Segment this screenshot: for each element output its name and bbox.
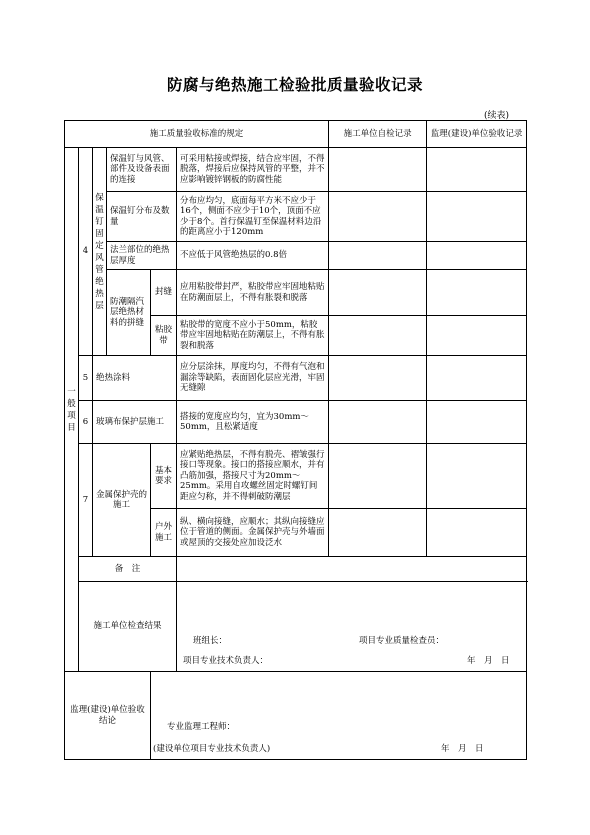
tech-lead-label: 项目专业技术负责人： [183, 656, 269, 666]
self-check-cell[interactable] [329, 192, 427, 242]
inspection-table [64, 120, 527, 760]
supervision-cell[interactable] [427, 148, 527, 192]
general-items-label: 一般项目 [65, 148, 79, 672]
requirement-text: 可采用粘接或焊接，结合应牢固，不得脱落，焊接后应保持风管的平整，并不应影响镀锌钢板的防腐性能 [177, 148, 329, 192]
self-check-cell[interactable] [329, 356, 427, 401]
group7-label: 金属保护壳的施工 [93, 444, 151, 557]
date-label: 年 月 日 [467, 656, 510, 666]
continued-label: (续表) [484, 111, 510, 121]
supervision-cell[interactable] [427, 192, 527, 242]
check-item: 法兰部位的绝热层厚度 [107, 242, 177, 270]
check-item: 保温钉与风管、部件及设备表面的连接 [107, 148, 177, 192]
requirement-text: 应用粘胶带封严，粘胶带应牢固地粘贴在防潮面层上，不得有胀裂和脱落 [177, 270, 329, 316]
supervision-cell[interactable] [427, 356, 527, 401]
requirement-text: 纵、横向接缝，应顺水；其纵向接缝应位于管道的侧面。金属保护壳与外墙面或屋顶的交接处应加设泛水 [177, 509, 329, 557]
self-check-cell[interactable] [329, 270, 427, 316]
self-check-cell[interactable] [329, 316, 427, 356]
item-number-6: 6 [79, 401, 93, 444]
sub-group-label: 防潮隔汽层绝热材料的拼缝 [107, 270, 151, 356]
self-check-cell[interactable] [329, 444, 427, 509]
check-item: 封缝 [151, 270, 177, 316]
date-label: 年 月 日 [441, 744, 484, 754]
supervision-cell[interactable] [427, 270, 527, 316]
remarks-cell[interactable] [177, 557, 527, 582]
supervision-signature-cell[interactable] [151, 672, 527, 760]
requirement-text: 不应低于风管绝热层的0.8倍 [177, 242, 329, 270]
requirement-text: 应分层涂抹，厚度均匀，不得有气泡和漏涂等缺陷，表面固化层应光滑，牢固无缝隙 [177, 356, 329, 401]
check-item: 基本要求 [151, 444, 177, 509]
check-item: 户外施工 [151, 509, 177, 557]
construction-result-label: 施工单位检查结果 [79, 582, 177, 672]
page-title: 防腐与绝热施工检验批质量验收记录 [166, 76, 423, 94]
header-self-check: 施工单位自检记录 [329, 121, 427, 148]
remarks-label: 备 注 [79, 557, 177, 582]
construction-signature-cell[interactable] [177, 582, 527, 672]
group4-label: 保温钉固定风管绝热层 [93, 148, 107, 356]
requirement-text: 搭接的宽度应均匀，宜为30mm～50mm，且松紧适度 [177, 401, 329, 444]
check-item: 保温钉分布及数量 [107, 192, 177, 242]
self-check-cell[interactable] [329, 509, 427, 557]
supervision-cell[interactable] [427, 316, 527, 356]
team-leader-label: 班组长： [193, 636, 228, 646]
supervision-conclusion-label: 监理(建设)单位验收结论 [65, 672, 151, 760]
supervision-cell[interactable] [427, 401, 527, 444]
check-item: 粘胶带 [151, 316, 177, 356]
supervision-cell[interactable] [427, 509, 527, 557]
supervising-engineer-label: 专业监理工程师： [167, 722, 236, 732]
supervision-cell[interactable] [427, 444, 527, 509]
item-number-4: 4 [79, 148, 93, 356]
requirement-text: 分布应均匀，底面每平方米不应少于16个，侧面不应少于10个，顶面不应少于8个。首行保温钉至保温材料边沿的距离应小于120mm [177, 192, 329, 242]
self-check-cell[interactable] [329, 148, 427, 192]
supervision-cell[interactable] [427, 242, 527, 270]
item-number-5: 5 [79, 356, 93, 401]
item-number-7: 7 [79, 444, 93, 557]
builder-tech-lead-label: (建设单位项目专业技术负责人) [153, 744, 271, 754]
header-standard: 施工质量验收标准的规定 [65, 121, 329, 148]
header-supervision: 监理(建设)单位验收记录 [427, 121, 527, 148]
quality-inspector-label: 项目专业质量检查员： [359, 636, 445, 646]
self-check-cell[interactable] [329, 401, 427, 444]
requirement-text: 应紧贴绝热层，不得有脱壳、褶皱强行接口等现象。接口的搭接应顺水，并有凸筋加强，搭接尺寸为20mm～25mm。采用自攻螺丝固定时螺钉间距应匀称，并不得刺破防潮层 [177, 444, 329, 509]
requirement-text: 粘胶带的宽度不应小于50mm，粘胶带应牢固地粘贴在防潮层上，不得有胀裂和脱落 [177, 316, 329, 356]
check-item: 绝热涂料 [93, 356, 177, 401]
self-check-cell[interactable] [329, 242, 427, 270]
check-item: 玻璃布保护层施工 [93, 401, 177, 444]
